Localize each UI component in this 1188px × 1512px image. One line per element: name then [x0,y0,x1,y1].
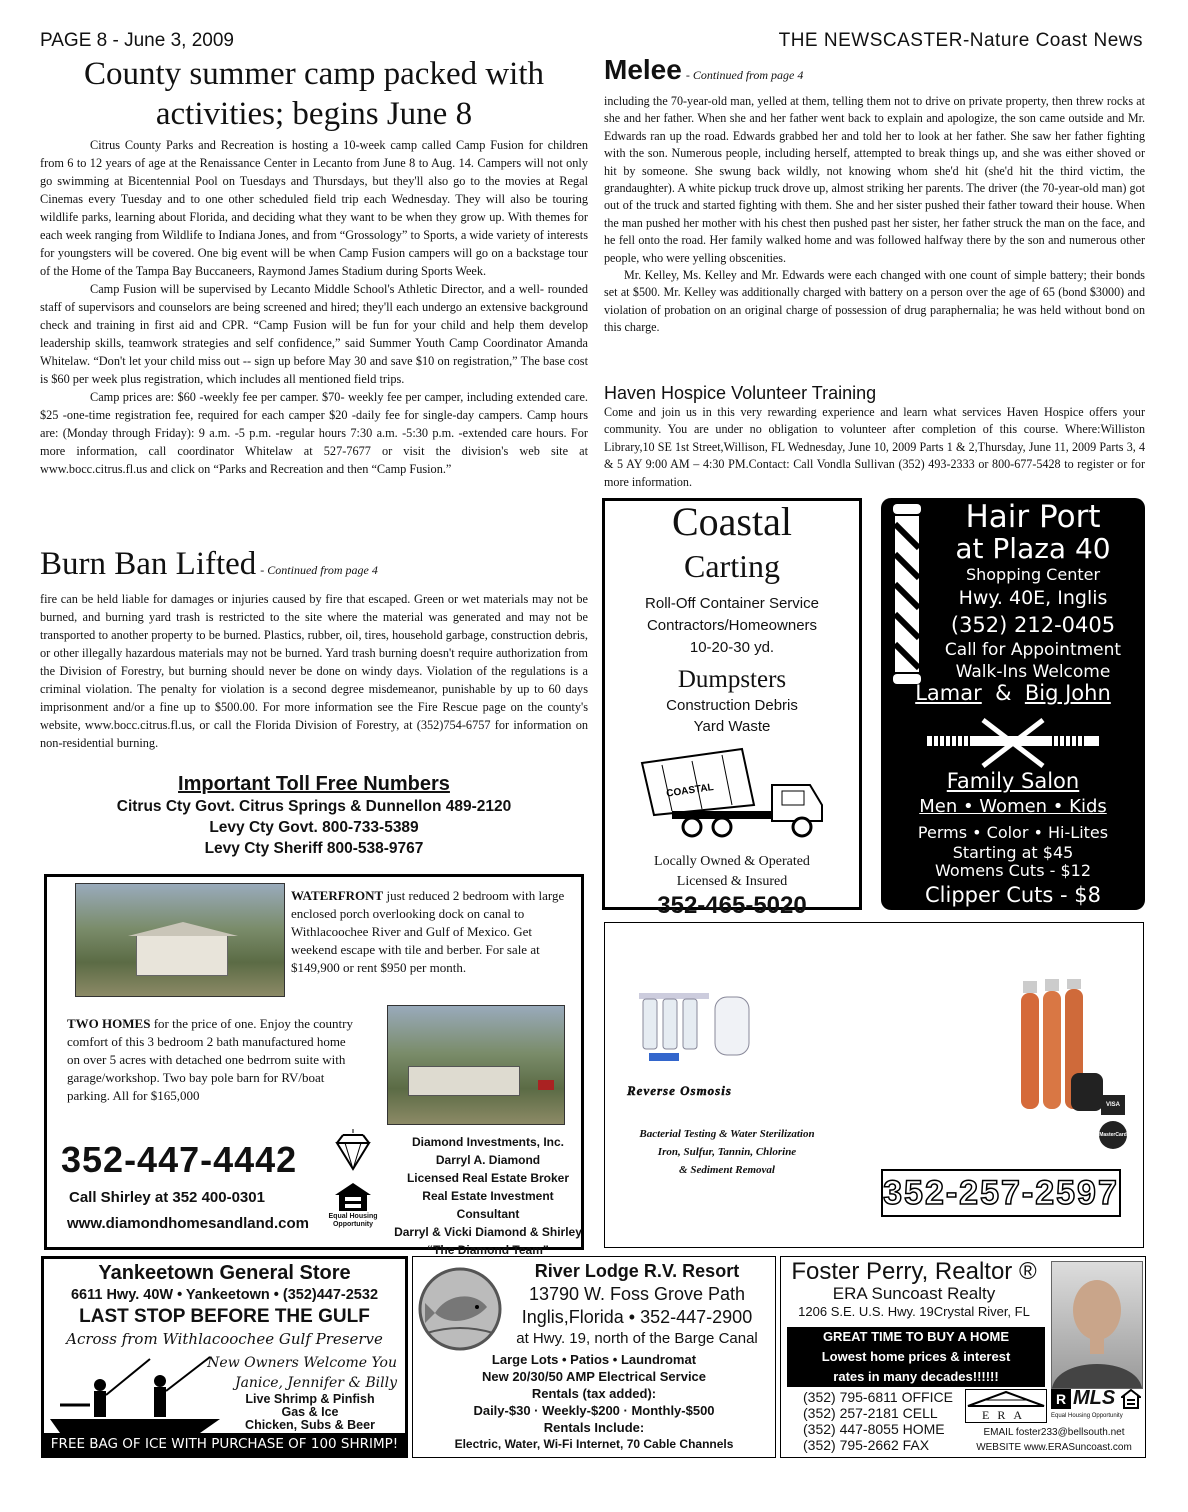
river-lodge-address: 13790 W. Foss Grove Path [528,1284,746,1304]
hospice-article [604,382,1145,491]
realty-address: 1206 S.E. U.S. Hwy. 19Crystal River, FL [798,1304,1030,1319]
company-line: “The Diamond Team” [427,1243,549,1257]
product-line: Live Shrimp & Pinfish [245,1392,375,1406]
hair-port-center: Shopping Center [965,565,1101,584]
stylist-name: Big John [1024,681,1111,705]
dumpsters-title: Dumpsters [677,666,787,693]
svg-text:COASTAL: COASTAL [665,782,715,800]
coastal-service: Roll-Off Container Service [645,595,819,612]
salon-services: Perms • Color • Hi-Lites [917,823,1109,842]
river-lodge-title: River Lodge R.V. Resort [534,1261,740,1281]
toll-free-line: Levy Cty Sheriff 800-538-9767 [204,840,424,857]
ampersand: & [995,681,1012,705]
waterfront-label: WATERFRONT [291,888,384,903]
equal-housing-label: Equal Housing Opportunity [1051,1413,1123,1419]
company-line: Darryl A. Diamond [435,1153,541,1167]
water-service-line: Iron, Sulfur, Tannin, Chlorine [657,1146,797,1158]
realtor-email: EMAIL foster233@bellsouth.net [983,1427,1125,1438]
realtor-contact [965,1425,1143,1455]
burn-ban-paragraph: fire can be held liable for damages or injuries caused by fire that escaped. Green or wet materials may not be burned, and burning yard trash is restricted to the site where the material was generated and may not be transported to another property to be burned. Plastics, rubber, oil, tires, household garbage, construction debris, or other illegally hazardous materials may not be burned. Yard trash burning doesn't require authorization from the Division of Forestry, but burning should never be done on windy days. Violation of the regulations is a criminal violation. The penalty for violation is a second degree misdemeanor, punishable by up to 60 days imprisonment and/or a fine up to $500.00. For more information see the Fire Rescue page on the county's website, www.bocc.citrus.fl.us, or call the Florida Division of Forestry, at (352)754-6757 for information on non-residential burning. [40,592,588,750]
hair-port-stylists [881,680,1145,706]
real-estate-website: www.diamondhomesandland.com [67,1215,309,1232]
product-line: Chicken, Subs & Beer [245,1418,375,1432]
river-lodge-directions: at Hwy. 19, north of the Barge Canal [516,1330,758,1347]
coastal-owned: Locally Owned & Operated [654,854,810,869]
hair-port-address: Hwy. 40E, Inglis [958,587,1108,609]
waterfront-house-photo [75,883,285,997]
hair-port-title: Hair Port [965,499,1101,535]
phone-home: (352) 447-8055 HOME [803,1421,945,1437]
fish-emblem-icon [417,1263,503,1355]
free-ice-banner: FREE BAG OF ICE WITH PURCHASE OF 100 SHRIMP! [44,1433,405,1455]
family-salon-title: Family Salon [946,769,1080,793]
equal-housing-label: Equal Housing Opportunity [328,1213,378,1228]
realtor-website: WEBSITE www.ERASuncoast.com [976,1442,1132,1453]
river-lodge-ad [412,1256,776,1458]
realtor-phones [803,1389,953,1453]
realtor-name: Foster Perry, Realtor ® [791,1258,1037,1285]
company-line: Licensed Real Estate Broker [406,1171,570,1185]
salon-price: Starting at $45 [952,843,1074,862]
coastal-carting-ad [602,498,862,919]
burn-ban-continued: - Continued from page 4 [260,563,378,577]
toll-free-line: Levy Cty Govt. 800-733-5389 [209,819,419,836]
yankeetown-owners [207,1353,397,1393]
two-homes-description: for the price of one. Enjoy the country comfort of this 3 bedroom 2 bath manufactured home on over 5 acres with detached one bedrrom suite with garage/workshop. Two bay pole barn for RV/boat parking. All for $165,000 [67,1016,353,1103]
melee-headline: Melee [604,54,682,85]
hair-port-walkins: Walk-Ins Welcome [955,662,1111,682]
water-treatment-ad [604,922,1144,1248]
melee-paragraph: including the 70-year-old man, yelled at them, telling them not to drive on private property, then threw rocks at she and her father. When she and her father went back to explain and apologize, the son came outside and Mr. Edwards ran up the road. Edwards grabbed her and told her to look at her father. She saw her father fighting with the son. Numerous people, including herself, attempted to break things up, and she was either shoved or hit by someone. She swung back wildly, not knowing whom she'd hit (she'd hit the third victim, the grandaughter). A white pickup truck drove up, almost striking her parents. The driver (the 70-year-old man) got out of the truck and started fighting with them. She and her sister pushed their father toward their house. When the man pushed her mother with his chest then pushed past her sister, her father struck the man on the face, and he fell onto the road. Her family walked home and was followed halfway there by the son and numerous other people, who were yelling obscenities. [604,94,1145,265]
dump-truck-icon [632,745,832,841]
coastal-service: 10-20-30 yd. [689,639,775,656]
river-lodge-amenities: Large Lots • Patios • Laundromat [491,1352,697,1367]
river-lodge-includes-label: Rentals Include: [543,1420,645,1435]
yankeetown-store-ad [41,1256,408,1458]
water-softener-tanks-icon [1015,979,1105,1113]
banner-line: Lowest home prices & interest [821,1349,1011,1364]
coastal-licensed: Licensed & Insured [676,874,788,889]
melee-article [604,52,1145,337]
water-service-line: Bacterial Testing & Water Sterilization [639,1128,815,1140]
diamond-real-estate-ad [44,874,584,1257]
salon-price: Clipper Cuts - $8 [924,883,1102,907]
yankeetown-slogan: LAST STOP BEFORE THE GULF [79,1306,370,1327]
diamond-company-info [393,1133,583,1259]
river-lodge-rentals-label: Rentals (tax added): [531,1386,657,1401]
era-logo-text: ERA [982,1408,1030,1422]
equal-housing-icon [333,1181,373,1213]
toll-free-line: Citrus Cty Govt. Citrus Springs & Dunnellon 489-2120 [116,798,512,815]
call-shirley: Call Shirley at 352 400-0301 [69,1189,265,1206]
phone-fax: (352) 795-2662 FAX [803,1437,930,1453]
water-services [611,1125,843,1179]
water-service-line: & Sediment Removal [679,1164,775,1176]
buy-home-banner [787,1327,1045,1387]
yankeetown-welcome: New Owners Welcome You [207,1355,397,1371]
river-lodge-rates: Daily-$30 · Weekly-$200 · Monthly-$500 [473,1403,715,1418]
camp-article [40,54,588,478]
yankeetown-location: Across from Withlacoochee Gulf Preserve [66,1330,383,1348]
two-homes-photo [387,1005,565,1125]
river-lodge-electrical: New 20/30/50 AMP Electrical Service [481,1369,707,1384]
burn-ban-article [40,544,588,752]
coastal-service: Contractors/Homeowners [646,617,818,634]
salon-price: Womens Cuts - $12 [934,861,1092,880]
phone-cell: (352) 257-2181 CELL [803,1405,938,1421]
diamond-icon [329,1127,377,1175]
river-lodge-includes: Electric, Water, Wi-Fi Internet, 70 Cable Channels [454,1437,734,1451]
scissors-comb-icon [923,716,1103,770]
camp-headline: County summer camp packed with activities; begins June 8 [83,56,545,132]
reverse-osmosis-label: Reverse Osmosis [627,1083,732,1098]
two-homes-listing [67,1015,353,1105]
yankeetown-address: 6611 Hwy. 40W • Yankeetown • (352)447-2532 [70,1287,379,1303]
waterfront-listing [291,887,571,977]
camp-paragraph: Camp prices are: $60 -weekly fee per camper. $70- weekly fee per camper, including extended care. $25 -one-time registration fee, required for each camper $20 -daily fee for single-day campers. Camp hours are: (Monday through Friday): 9 a.m. -5 p.m. -regular hours 7:30 a.m. -5:30 p.m. -extended care hours. For more information, call coordinator Whitelaw at 527-7677 or visit the division's web site at www.bocc.citrus.fl.us and click on “Parks and Recreation and then “Camp Fusion.” [40,390,588,476]
burn-ban-headline: Burn Ban Lifted [40,546,257,582]
coastal-title: Coastal [672,499,792,544]
dumpster-type: Construction Debris [666,697,798,714]
phone-office: (352) 795-6811 OFFICE [803,1389,953,1405]
newspaper-name: THE NEWSCASTER-Nature Coast News [778,30,1143,51]
toll-free-box [40,772,588,859]
reverse-osmosis-unit-icon [629,983,759,1073]
river-lodge-city-phone: Inglis,Florida • 352-447-2900 [521,1307,753,1327]
mls-logo: MLS [1073,1387,1116,1409]
real-estate-phone: 352-447-4442 [61,1139,298,1180]
salon-clientele: Men • Women • Kids [919,796,1107,817]
company-line: Darryl & Vicki Diamond & Shirley [394,1225,582,1239]
water-phone: 352-257-2597 [881,1169,1121,1217]
visa-logo: VISA [1101,1095,1125,1115]
melee-continued: - Continued from page 4 [685,68,804,82]
dumpster-type: Yard Waste [693,718,771,735]
page-number-date: PAGE 8 - June 3, 2009 [40,30,234,51]
hospice-paragraph: Come and join us in this very rewarding experience and learn what services Haven Hospice offers your community. You are under no obligation to volunteer after completion of this course. Where:Williston Library,10 SE 1st Street,Willison, FL Wednesday, June 10, 2009 Parts 1 & 2,Thursday, June 11, 2009 Parts 3, 4 & 5 AY 9:00 AM – 4:30 PM.Contact: Call Vondla Sullivan (352) 493-2333 or 800-677-5428 to register or for more information. [604,405,1145,489]
melee-paragraph: Mr. Kelley, Ms. Kelley and Mr. Edwards were each changed with one count of simple battery; their bonds set at $500. Mr. Kelley was additionally charged with battery on a person over the age of 65 (bond $3000) and violation of probation on an original charge of possession of drug paraphernalia; he was held without bond on this charge. [604,268,1145,335]
two-homes-label: TWO HOMES [67,1016,151,1031]
toll-free-title: Important Toll Free Numbers [178,773,450,795]
realty-company: ERA Suncoast Realty [832,1284,996,1303]
realtor-photo [1051,1261,1143,1389]
camp-paragraph: Camp Fusion will be supervised by Lecanto Middle School's Athletic Director, and a well- rounded staff of supervisors and counselors are being screened and hired; they'll each undergo an extensive background check and training in first aid and CPR. “Camp Fusion will be fun for your child and help them develop leadership skills, teamwork strategies and self confidence,” said Summer Youth Camp Coordinator Amanda Whitelaw. “Don't let your child miss out -- sign up before May 30 and save $10 on registration,” The base cost is $60 per week plus registration, which includes all mentioned field trips. [40,282,588,386]
era-roof-icon [966,1390,1046,1408]
mls-eho-logos [1051,1389,1141,1423]
hospice-headline: Haven Hospice Volunteer Training [604,383,877,403]
mastercard-logo: MasterCard [1099,1121,1127,1149]
barber-pole-icon [889,504,925,684]
foster-perry-ad [780,1256,1146,1458]
hair-port-subtitle: at Plaza 40 [955,532,1111,565]
realtor-r-icon: R [1051,1389,1071,1409]
banner-line: rates in many decades!!!!!! [833,1369,999,1384]
yankeetown-products [225,1393,395,1432]
hair-port-phone: (352) 212-0405 [950,613,1116,637]
product-line: Gas & Ice [281,1405,339,1419]
era-logo [965,1389,1047,1423]
company-line: Real Estate Investment Consultant [422,1189,554,1221]
stylist-name: Lamar [915,681,982,705]
equal-housing-icon [1121,1389,1141,1409]
fishermen-boat-icon [50,1355,220,1435]
hair-port-appointment: Call for Appointment [944,640,1122,660]
company-line: Diamond Investments, Inc. [411,1135,565,1149]
yankeetown-owner-names: Janice, Jennifer & Billy [234,1375,397,1391]
camp-paragraph: Citrus County Parks and Recreation is hosting a 10-week camp called Camp Fusion for children from 6 to 12 years of age at the Renaissance Center in Lecanto from June 8 to Aug. 14. Campers will not only go swimming at Bicentennial Pool on Tuesdays and Thursdays, but they'll also go to the movies at Regal Cinemas every Tuesday and to one other scheduled field trip each Wednesday. They will also be touring wildlife parks, learning about Florida, and deciding what they want to be when they grow up. With themes for each week ranging from Wildlife to Indiana Jones, and from “Grossology” to Sports, a wide variety of interests for youngsters will be covered. One big event will be when Camp Fusion campers will go on a backstage tour of the Home of the Tampa Bay Buccaneers, Raymond James Stadium during Sports Week. [40,138,588,278]
banner-line: GREAT TIME TO BUY A HOME [822,1329,1010,1344]
yankeetown-title: Yankeetown General Store [98,1262,351,1284]
hair-port-ad [881,498,1145,910]
coastal-phone: 352-465-5020 [657,892,807,919]
waterfront-description: just reduced 2 bedroom with large enclosed porch overlooking dock on canal to Withlacoochee River and Gulf of Mexico. Get weekend escape with tile and berber. For sale at $149,900 or rent $950 per month. [291,888,565,975]
carting-title: Carting [684,548,780,584]
